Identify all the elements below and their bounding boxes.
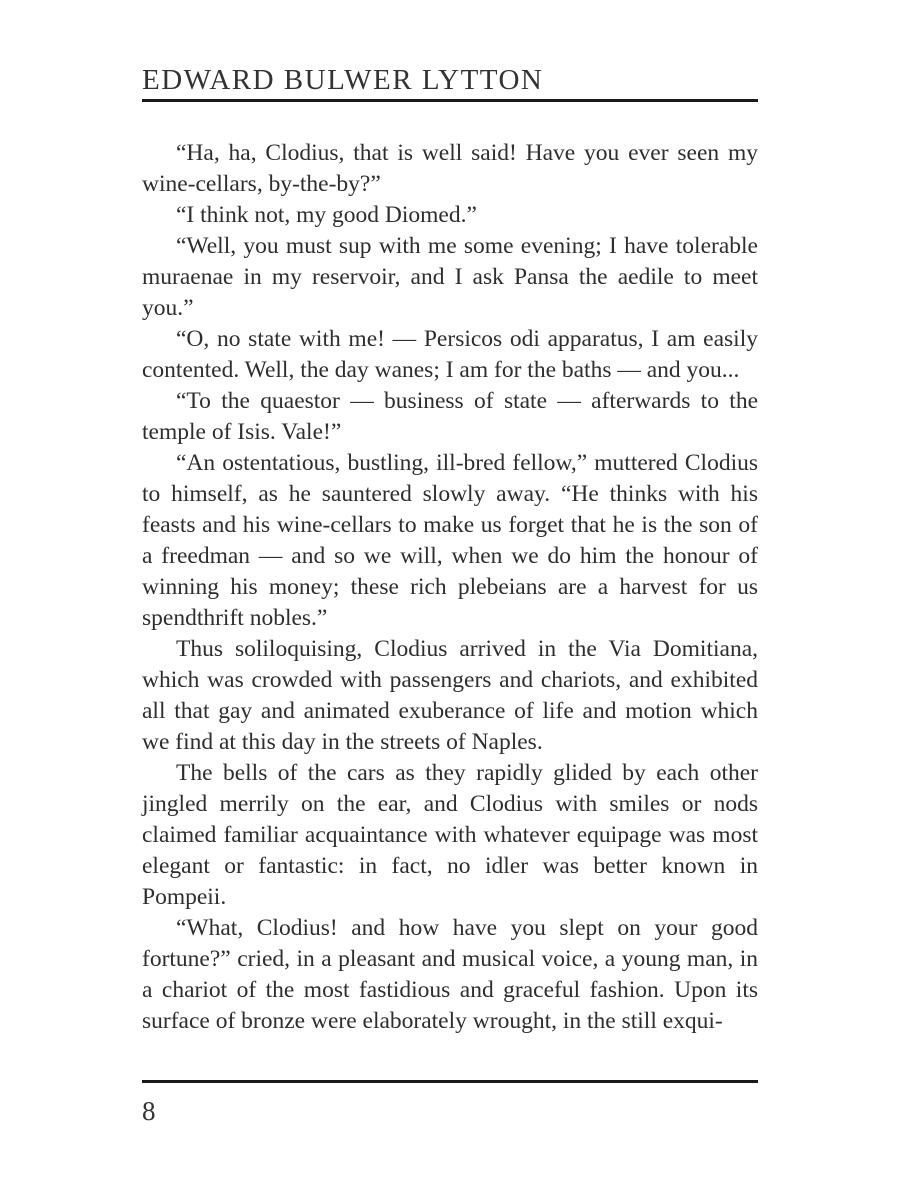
running-head-author: EDWARD BULWER LYTTON: [142, 64, 544, 96]
paragraph: “I think not, my good Diomed.”: [176, 202, 477, 228]
paragraph: “Ha, ha, Clodius, that is well said! Have you ever seen my wine-cellars, by-the-by?”: [142, 140, 758, 197]
page-number: 8: [142, 1096, 156, 1126]
paragraph: “Well, you must sup with me some evening; I have tolerable muraenae in my reservoir, and I ask Pansa the aedile to meet you.”: [142, 233, 758, 321]
paragraph: Thus soliloquising, Clodius arrived in the Via Domitiana, which was crowded with passengers and chariots, and exhibited all that gay and animated exuberance of life and motion which we find at this day in the streets of Naples.: [142, 636, 758, 755]
paragraph: “To the quaestor — business of state — afterwards to the temple of Isis. Vale!”: [142, 388, 758, 445]
paragraph: “What, Clodius! and how have you slept on your good fortune?” cried, in a pleasant and musical voice, a young man, in a chariot of the most fastidious and graceful fashion. Upon its surface of bronze were elaborately wrought, in the still exqui-: [142, 915, 758, 1034]
footer-rule: [142, 1080, 758, 1083]
paragraph: “O, no state with me! — Persicos odi apparatus, I am easily contented. Well, the day wanes; I am for the baths — and you...: [142, 326, 758, 383]
paragraph: The bells of the cars as they rapidly glided by each other jingled merrily on the ear, and Clodius with smiles or nods claimed familiar acquaintance with whatever equipage was most elegant or fantastic: in fact, no idler was better known in Pompeii.: [142, 760, 758, 910]
header-rule: [142, 99, 758, 102]
paragraph: “An ostentatious, bustling, ill-bred fellow,” muttered Clodius to himself, as he sauntered slowly away. “He thinks with his feasts and his wine-cellars to make us forget that he is the son of a freedman — and so we will, when we do him the honour of winning his money; these rich plebeians are a harvest for us spendthrift nobles.”: [142, 450, 758, 631]
body-text: [142, 138, 758, 1037]
